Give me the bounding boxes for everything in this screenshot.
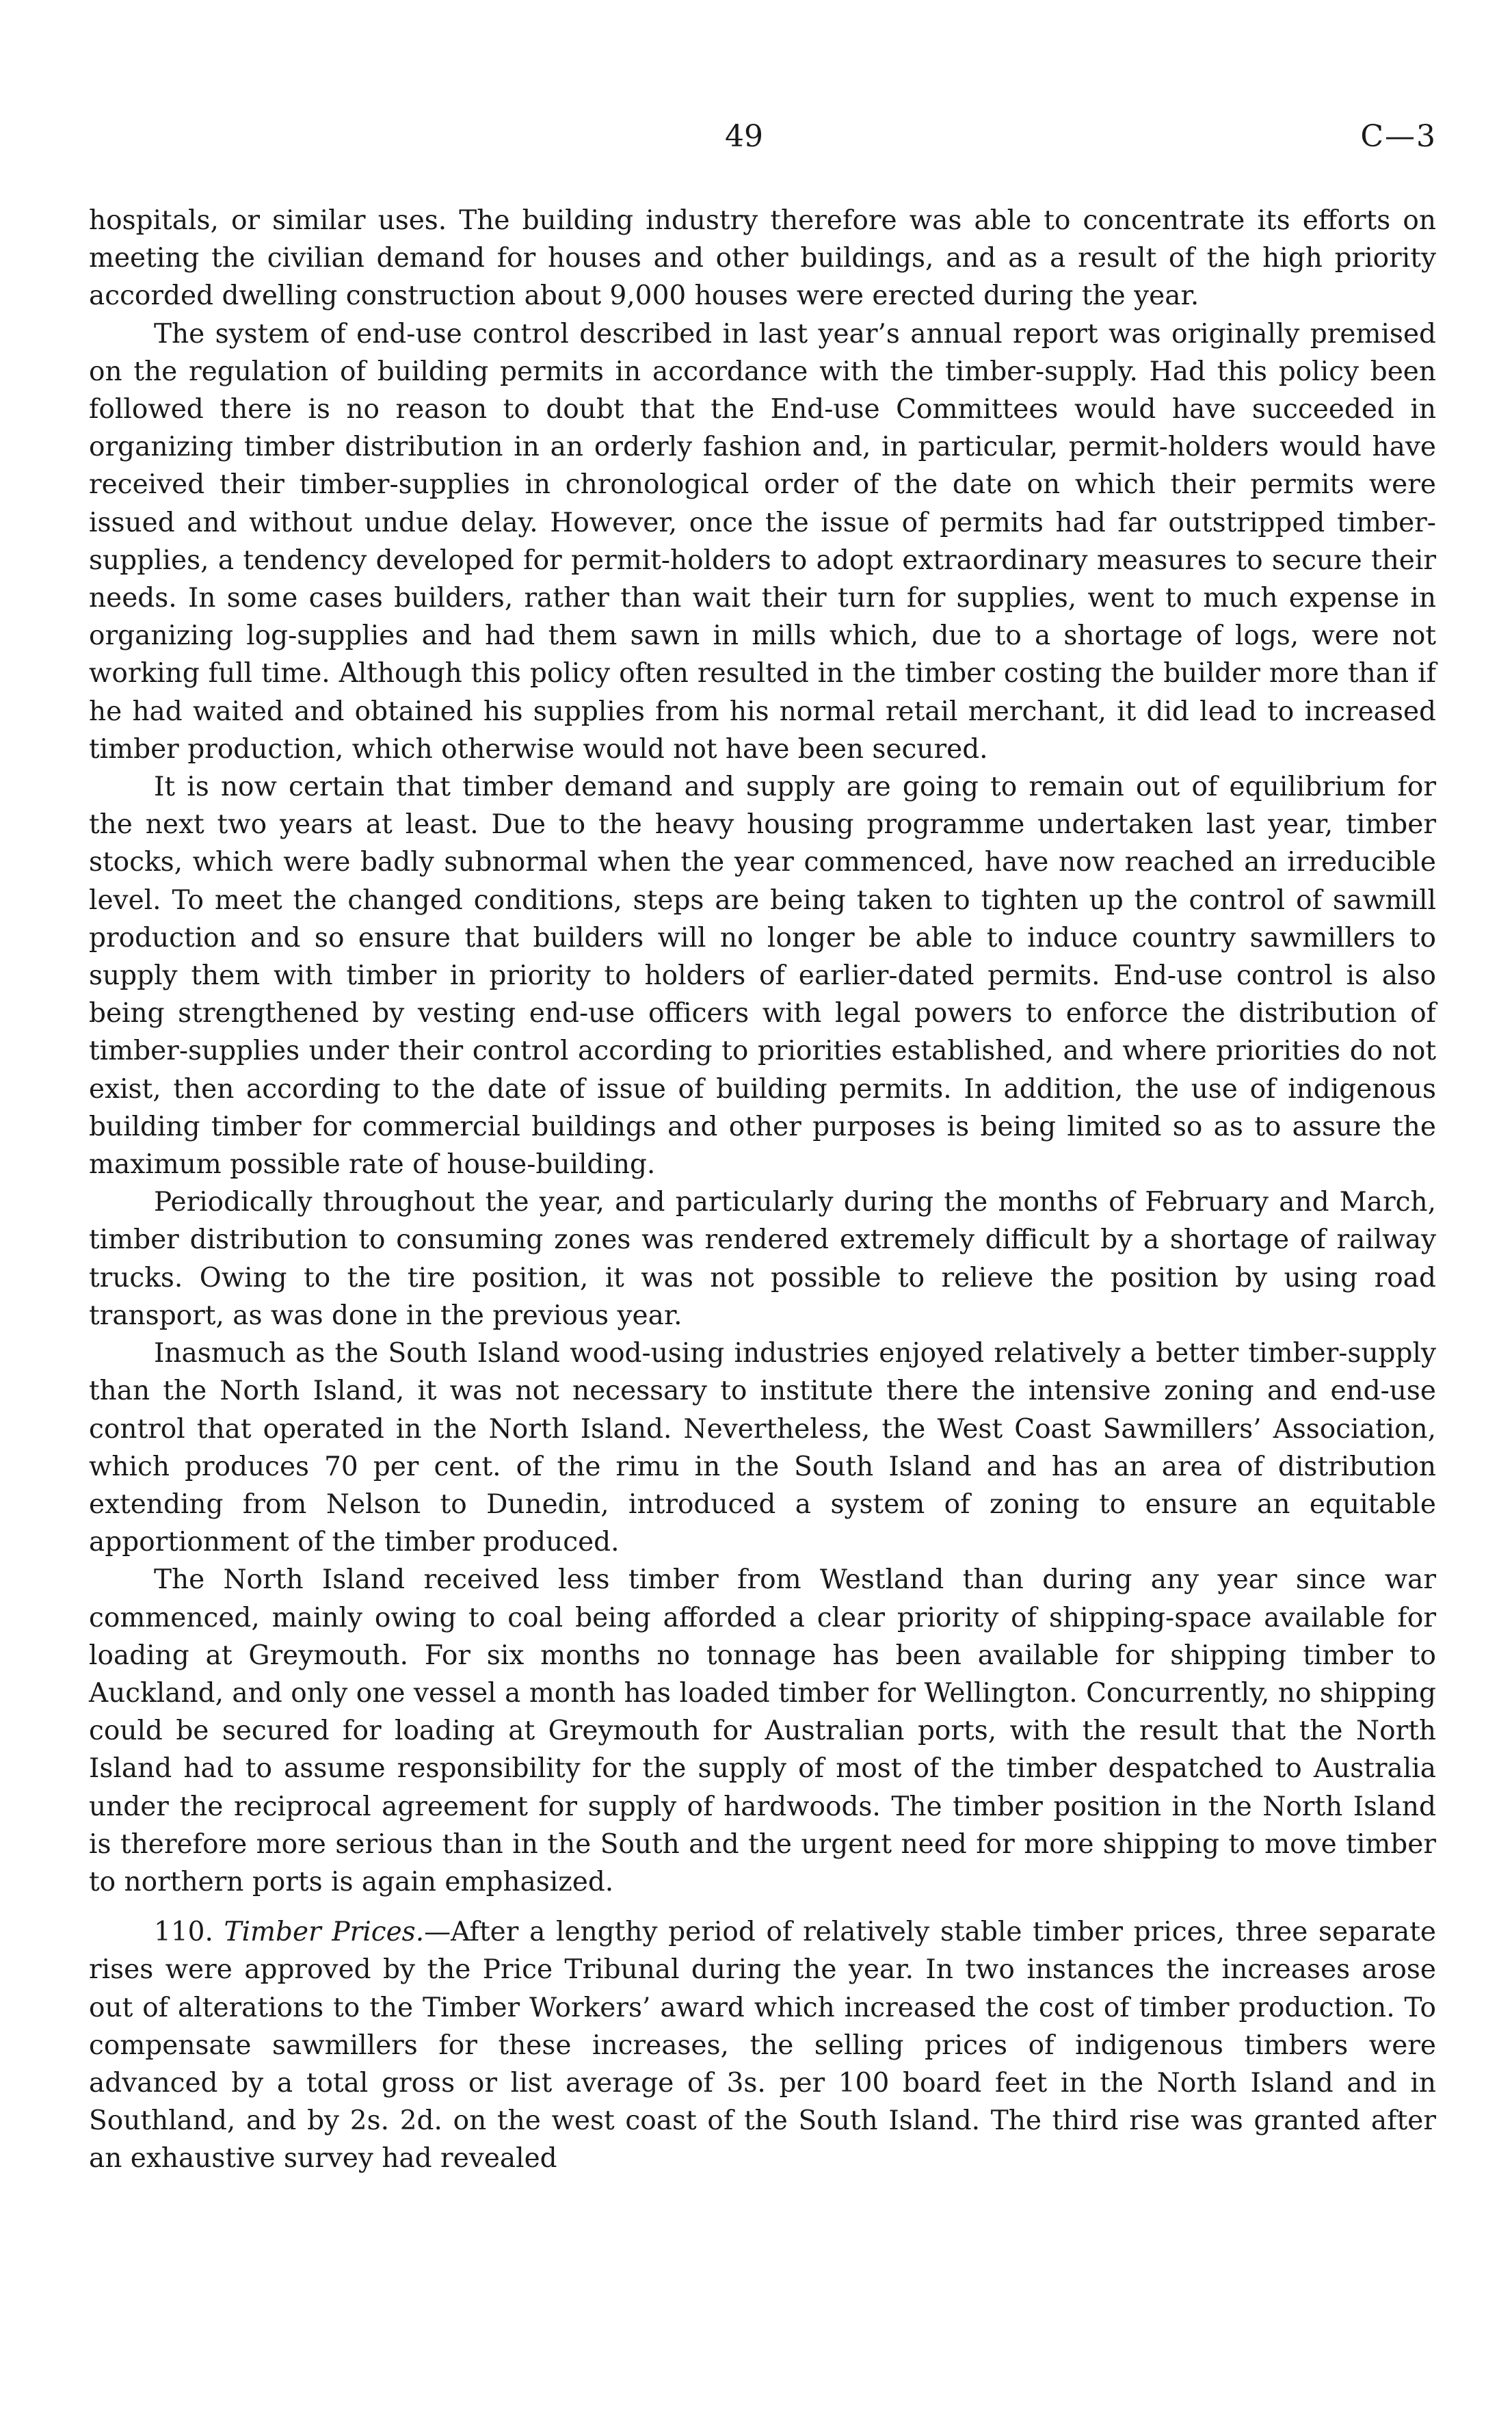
section-number: 110. [154, 1917, 213, 1948]
section-paragraph [89, 1913, 1436, 2177]
paragraph: It is now certain that timber demand and supply are going to remain out of equilibrium for the next two years at least. Due to the heavy housing programme undertaken last year, timber stocks, which were badly subnormal when the year commenced, have now reached an irreducible level. To meet the changed conditions, steps are being taken to tighten up the control of sawmill production and so ensure that builders will no longer be able to induce country sawmillers to supply them with timber in priority to holders of earlier-dated permits. End-use control is also being strengthened by vesting end-use officers with legal powers to enforce the distribution of timber-supplies under their control according to priorities established, and where priorities do not exist, then according to the date of issue of building permits. In addition, the use of indigenous building timber for commercial buildings and other purposes is being limited so as to assure the maximum possible rate of house-building. [89, 772, 1436, 1181]
paragraph: The North Island received less timber from Westland than during any year since war commenced, mainly owing to coal being afforded a clear priority of shipping-space available for loading at Greymouth. For six months no tonnage has been available for shipping timber to Auckland, and only one vessel a month has loaded timber for Wellington. Concurrently, no shipping could be secured for loading at Greymouth for Australian ports, with the result that the North Island had to assume responsibility for the supply of most of the timber despatched to Australia under the reciprocal agreement for supply of hardwoods. The timber position in the North Island is therefore more serious than in the South and the urgent need for more shipping to move timber to northern ports is again emphasized. [89, 1564, 1436, 1897]
page-number: 49 [725, 119, 763, 154]
document-code: C—3 [1360, 119, 1437, 154]
section-title: Timber Prices. [224, 1917, 425, 1948]
paragraph: Inasmuch as the South Island wood-using industries enjoyed relatively a better timber-supply than the North Island, it was not necessary to institute there the intensive zoning and end-use control that operated in the North Island. Nevertheless, the West Coast Sawmillers’ Association, which produces 70 per cent. of the rimu in the South Island and has an area of distribution extending from Nelson to Dunedin, introduced a system of zoning to ensure an equitable apportionment of the timber produced. [89, 1338, 1436, 1558]
paragraph: Periodically throughout the year, and particularly during the months of February and March, timber distribution to consuming zones was rendered extremely difficult by a shortage of railway trucks. Owing to the tire position, it was not possible to relieve the position by using road transport, as was done in the previous year. [89, 1187, 1436, 1331]
paragraph: The system of end-use control described in last year’s annual report was originally premised on the regulation of building permits in accordance with the timber-supply. Had this policy been followed there is no reason to doubt that the End-use Committees would have succeeded in organizing timber distribution in an orderly fashion and, in particular, permit-holders would have received their timber-supplies in chronological order of the date on which their permits were issued and without undue delay. However, once the issue of permits had far outstripped timber-supplies, a tendency developed for permit-holders to adopt extraordinary measures to secure their needs. In some cases builders, rather than wait their turn for supplies, went to much expense in organizing log-supplies and had them sawn in mills which, due to a shortage of logs, were not working full time. Although this policy often resulted in the timber costing the builder more than if he had waited and obtained his supplies from his normal retail merchant, it did lead to increased timber production, which otherwise would not have been secured. [89, 318, 1436, 765]
body-text [89, 202, 1436, 2178]
paragraph: hospitals, or similar uses. The building industry therefore was able to concentrate its efforts on meeting the civilian demand for houses and other buildings, and as a result of the high priority accorded dwelling construction about 9,000 houses were erected during the year. [89, 205, 1436, 312]
section-text: —After a lengthy period of relatively stable timber prices, three separate rises were approved by the Price Tribunal during the year. In two instances the increases arose out of alterations to the Timber Workers’ award which increased the cost of timber production. To compensate sawmillers for these increases, the selling prices of indigenous timbers were advanced by a total gross or list average of 3s. per 100 board feet in the North Island and in Southland, and by 2s. 2d. on the west coast of the South Island. The third rise was granted after an exhaustive survey had revealed [89, 1917, 1436, 2174]
page-header [0, 116, 1512, 157]
